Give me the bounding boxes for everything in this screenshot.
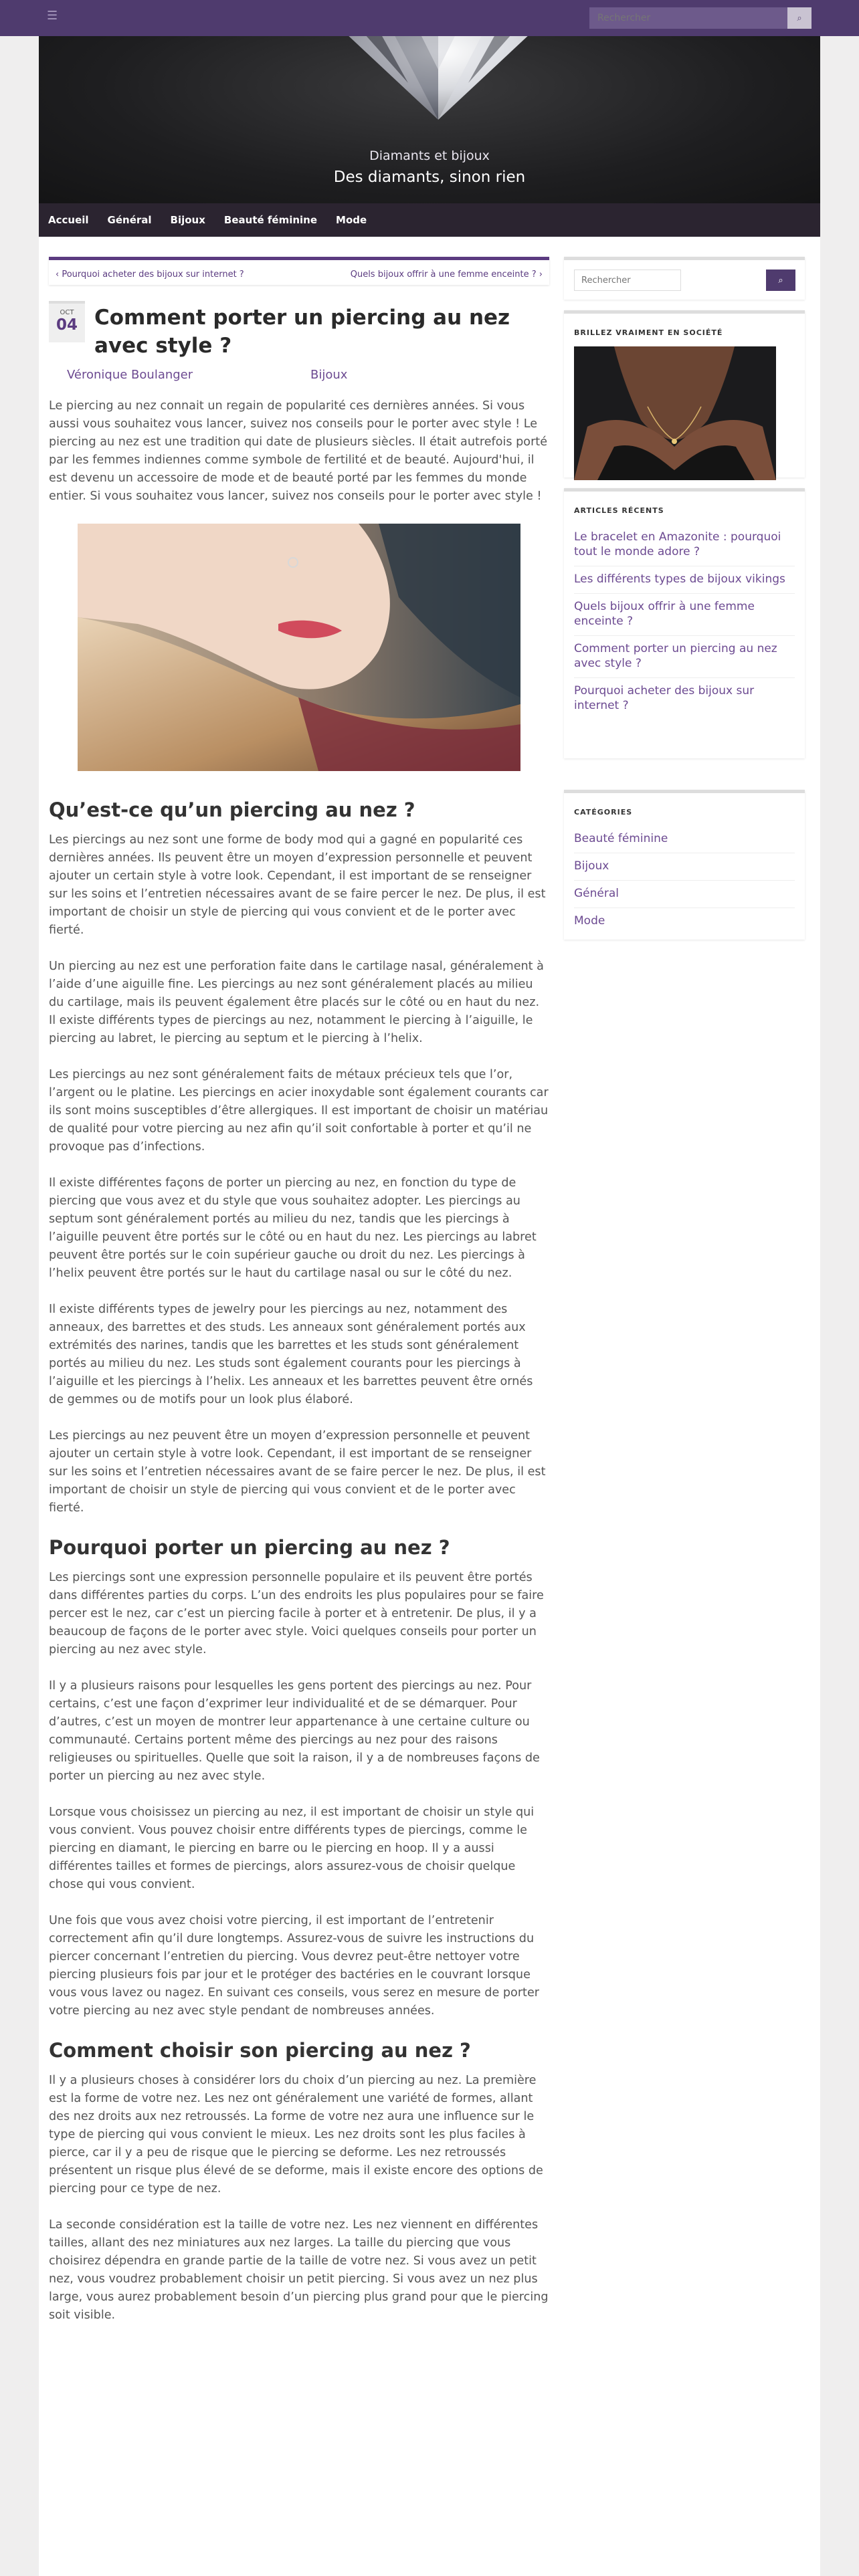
menu-icon[interactable]: ☰ xyxy=(47,9,58,23)
featured-image[interactable] xyxy=(574,346,776,480)
category-link[interactable]: Bijoux xyxy=(574,853,795,881)
section-heading-2: Pourquoi porter un piercing au nez ? xyxy=(49,1536,450,1559)
section-1-paragraph: Il existe différentes façons de porter un piercing au nez, en fonction du type de piercing que vous avez et du style que vous souhaitez adopter. Les piercings au septum sont généralement portés au milieu du nez, tandis que les piercings à l’aiguille peuvent être portés sur le côté ou en haut du nez. Les piercings au labret peuvent être portés sur le coin supérieur gauche ou droit du nez. Les piercings à l’helix peuvent être portés sur le haut du cartilage nasal ou sur le côté du nez. xyxy=(49,1176,537,1280)
recent-posts-list xyxy=(574,524,795,720)
recent-post-link[interactable]: Pourquoi acheter des bijoux sur internet ? xyxy=(574,684,755,712)
post-author-link[interactable]: Véronique Boulanger xyxy=(67,368,193,382)
post-title: Comment porter un piercing au nez avec style ? xyxy=(94,306,510,358)
top-search-input[interactable] xyxy=(589,7,787,29)
top-bar xyxy=(0,0,859,36)
recent-post-link[interactable]: Les différents types de bijoux vikings xyxy=(574,566,795,594)
categories-widget-title: CATÉGORIES xyxy=(574,808,633,817)
section-3-paragraph: Il y a plusieurs choses à considérer lors du choix d’un piercing au nez. La première est la forme de votre nez. Les nez ont généralement une variété de formes, allant des nez droits aux nez retroussés. La forme de votre nez aura une influence sur le type de piercing qui vous convient le mieux. Les nez droits sont les plus faciles à pierce, car il y a peu de risque que le piercing se deforme. Les nez retroussés présentent un risque plus élevé de se deforme, mais il existe encore des options de piercing pour ce type de nez. xyxy=(49,2074,543,2195)
nav-item-mode[interactable]: Mode xyxy=(336,214,367,226)
sidebar-featured-widget xyxy=(564,310,805,477)
nav-item-accueil[interactable]: Accueil xyxy=(48,214,89,226)
date-month: OCT xyxy=(60,309,74,316)
category-link[interactable]: Général xyxy=(574,881,795,908)
nav-item-general[interactable]: Général xyxy=(107,214,152,226)
sidebar-search-input[interactable] xyxy=(574,270,681,291)
sidebar-search-widget xyxy=(564,257,805,300)
recent-post-link[interactable]: Quels bijoux offrir à une femme enceinte ? xyxy=(574,594,795,636)
section-2-paragraph: Lorsque vous choisissez un piercing au nez, il est important de choisir un style qui vous convient. Vous pouvez choisir entre différents types de piercings, comme le piercing en diamant, le piercing en barre ou le piercing en hoop. Il y a aussi différentes tailles et formes de piercings, alors assurez-vous de choisir quelque chose qui vous convient. xyxy=(49,1806,535,1891)
recent-post-link[interactable]: Le bracelet en Amazonite : pourquoi tout le monde adore ? xyxy=(574,524,795,566)
site-tagline: Des diamants, sinon rien xyxy=(333,169,526,186)
page-content xyxy=(39,237,820,2576)
article-image xyxy=(78,524,520,771)
post-category-link[interactable]: Bijoux xyxy=(310,368,348,382)
top-search-button[interactable]: ⌕ xyxy=(787,7,812,29)
post-navigation xyxy=(49,257,549,285)
sidebar-search-button[interactable]: ⌕ xyxy=(766,270,795,291)
nav-item-bijoux[interactable]: Bijoux xyxy=(170,214,205,226)
section-1-paragraph: Les piercings au nez peuvent être un moyen d’expression personnelle et peuvent ajouter un certain style à votre look. Cependant, il est important de se renseigner sur les soins et l’entretien nécessaires avant de se faire percer le nez. De plus, il est important de choisir un style de piercing qui vous convient et de le porter avec fierté. xyxy=(49,1429,546,1515)
section-3-paragraph: La seconde considération est la taille de votre nez. Les nez viennent en différentes tailles, allant des nez miniatures aux nez larges. La taille du piercing que vous choisirez dépendra en grande partie de la taille de votre nez. Si vous avez un petit nez, vous voudrez probablement choisir un petit piercing. Si vous avez un nez plus large, vous aurez probablement besoin d’un piercing plus grand pour que le piercing soit visible. xyxy=(49,2218,549,2322)
section-2-paragraph: Il y a plusieurs raisons pour lesquelles les gens portent des piercings au nez. Pour certains, c’est une façon d’exprimer leur individualité et de se démarquer. Pour d’autres, c’est un moyen de montrer leur appartenance à une certaine culture ou communauté. Certains portent même des piercings au nez pour des raisons religieuses ou spirituelles. Quelle que soit la raison, il y a de nombreuses façons de porter un piercing au nez avec style. xyxy=(49,1679,540,1783)
section-heading-1: Qu’est-ce qu’un piercing au nez ? xyxy=(49,798,415,821)
nav-item-beaute-feminine[interactable]: Beauté féminine xyxy=(223,214,318,226)
site-header xyxy=(39,36,820,203)
article-intro: Le piercing au nez connait un regain de popularité ces dernières années. Si vous aussi vous souhaitez vous lancer, suivez nos conseils pour le porter avec style ! Le piercing au nez est une tradition qui date de plusieurs siècles. Il était autrefois porté par les femmes indiennes comme symbole de fertilité et de beauté. Aujourd'hui, il est devenu un accessoire de mode et de beauté porté par les femmes du monde entier. Si vous souhaitez vous lancer, suivez nos conseils pour le porter avec style ! xyxy=(49,399,548,503)
date-day: 04 xyxy=(56,316,78,334)
category-link[interactable]: Beauté féminine xyxy=(574,826,795,853)
main-nav xyxy=(39,203,820,237)
sidebar-categories-widget xyxy=(564,790,805,940)
section-1-paragraph: Les piercings au nez sont généralement faits de métaux précieux tels que l’or, l’argent ou le platine. Les piercings en acier inoxydable sont également courants car ils sont moins susceptibles d’être allergiques. Il est important de choisir un matériau de qualité pour votre piercing au nez afin qu’il soit confortable à porter et qu’il ne provoque pas d’infections. xyxy=(49,1068,549,1154)
featured-widget-title: BRILLEZ VRAIMENT EN SOCIÉTÉ xyxy=(574,328,723,337)
sidebar-recent-widget xyxy=(564,488,805,758)
section-heading-3: Comment choisir son piercing au nez ? xyxy=(49,2039,471,2062)
section-2-paragraph: Les piercings sont une expression personnelle populaire et ils peuvent être portés dans différentes parties du corps. L’un des endroits les plus populaires pour se faire percer est le nez, car c’est un piercing facile à porter et à entretenir. De plus, il y a beaucoup de façons de le porter avec style. Voici quelques conseils pour porter un piercing au nez avec style. xyxy=(49,1571,544,1656)
next-post-link[interactable]: Quels bijoux offrir à une femme enceinte ? › xyxy=(350,270,543,280)
site-title[interactable]: Diamants et bijoux xyxy=(369,148,490,163)
categories-list xyxy=(574,826,795,935)
article-body xyxy=(49,397,549,2343)
section-1-paragraph: Il existe différents types de jewelry pour les piercings au nez, notamment des anneaux, des barrettes et des studs. Les anneaux sont généralement portés aux extrémités des narines, tandis que les barrettes et les studs sont généralement portés au milieu du nez. Les studs sont également courants pour les piercings à l’aiguille et les piercings à l’helix. Les anneaux et les barrettes peuvent être ornés de gemmes ou de motifs pour un look plus élaboré. xyxy=(49,1303,533,1406)
recent-widget-title: ARTICLES RÉCENTS xyxy=(574,506,664,515)
recent-post-link[interactable]: Comment porter un piercing au nez avec style ? xyxy=(574,636,795,678)
section-1-paragraph: Les piercings au nez sont une forme de body mod qui a gagné en popularité ces dernières années. Ils peuvent être un moyen d’expression personnelle et peuvent ajouter un certain style à votre look. Cependant, il est important de se renseigner sur les soins et l’entretien nécessaires avant de se faire percer le nez. De plus, il est important de choisir un style de piercing qui vous convient et de le porter avec fierté. xyxy=(49,833,546,937)
category-link[interactable]: Mode xyxy=(574,914,605,928)
date-badge xyxy=(49,301,85,342)
prev-post-link[interactable]: ‹ Pourquoi acheter des bijoux sur internet ? xyxy=(56,270,244,280)
diamond-image xyxy=(328,36,549,123)
section-2-paragraph: Une fois que vous avez choisi votre piercing, il est important de l’entretenir correctement afin qu’il dure longtemps. Assurez-vous de suivre les instructions du piercer concernant l’entretien du piercing. Vous devrez peut-être nettoyer votre piercing plusieurs fois par jour et le protéger des bactéries en le couvrant lorsque vous vous lavez ou nagez. En suivant ces conseils, vous serez en mesure de porter votre piercing au nez avec style pendant de nombreuses années. xyxy=(49,1914,540,2018)
section-1-paragraph: Un piercing au nez est une perforation faite dans le cartilage nasal, généralement à l’aide d’une aiguille fine. Les piercings au nez sont généralement placés au milieu du cartilage, mais ils peuvent également être placés sur le côté ou en haut du nez. Il existe différents types de piercings au nez, notamment le piercing à l’aiguille, le piercing au labret, le piercing au septum et le piercing à l’helix. xyxy=(49,960,544,1045)
